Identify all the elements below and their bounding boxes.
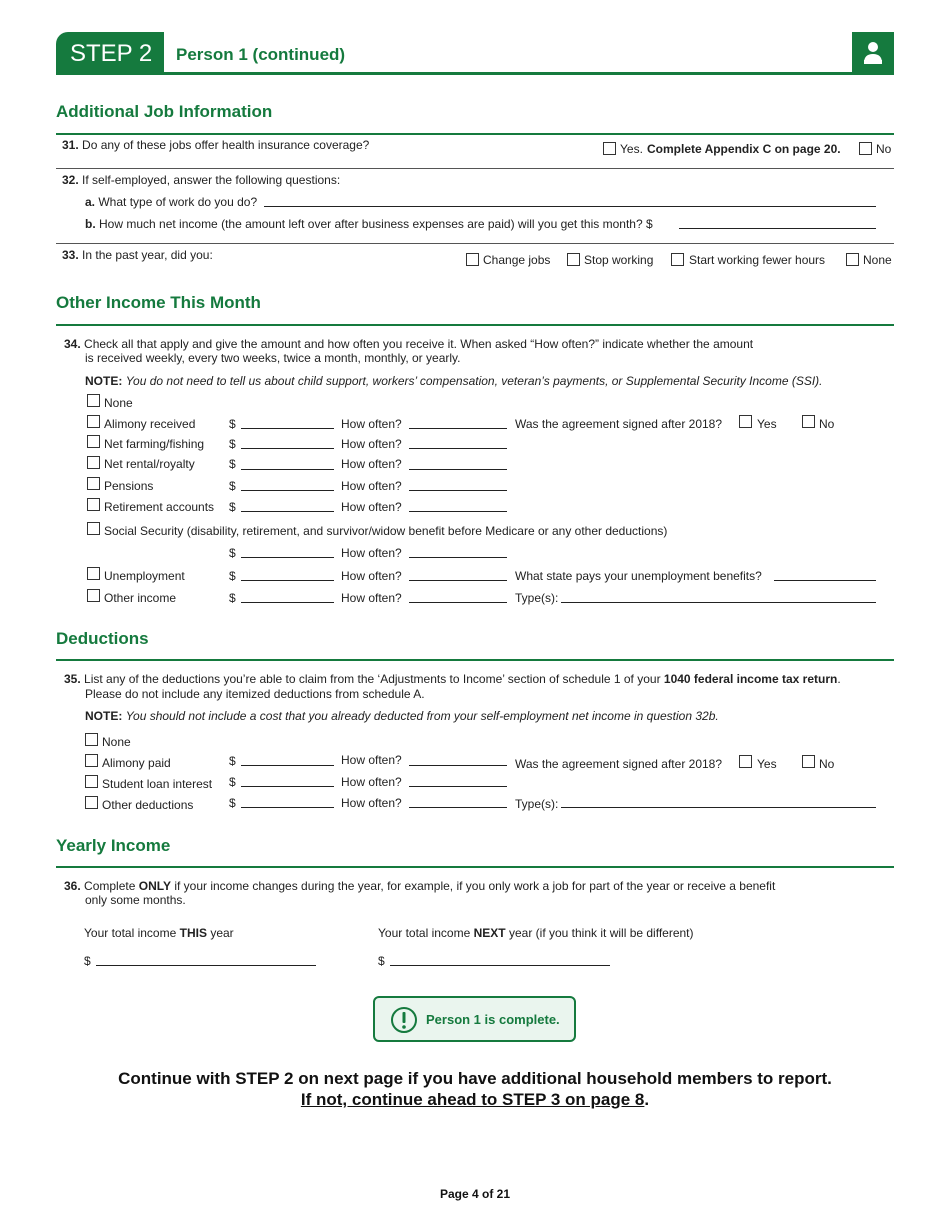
how-often-input-line[interactable]	[409, 602, 507, 603]
q35-student-loan-label: Student loan interest	[102, 777, 213, 791]
amount-input-line[interactable]	[241, 786, 334, 787]
dollar-sign: $	[229, 457, 236, 471]
q31-yes-note: Complete Appendix C on page 20.	[647, 142, 841, 156]
q33-number: 33.	[62, 248, 79, 262]
q34-alimony-checkbox[interactable]	[87, 415, 100, 428]
dollar-sign: $	[229, 754, 236, 768]
how-often-label: How often?	[341, 591, 402, 605]
q33-change-jobs-checkbox[interactable]	[466, 253, 479, 266]
next-year-input-line[interactable]	[390, 965, 610, 966]
dollar-sign: $	[229, 775, 236, 789]
divider	[56, 133, 894, 135]
dollar-sign: $	[229, 479, 236, 493]
how-often-label: How often?	[341, 479, 402, 493]
q36-line2: only some months.	[85, 893, 186, 907]
types-input-line[interactable]	[561, 602, 876, 603]
q36-number: 36.	[64, 879, 81, 893]
dollar-sign: $	[84, 954, 91, 968]
amount-input-line[interactable]	[241, 765, 334, 766]
state-pays-label: What state pays your unemployment benefits?	[515, 569, 762, 583]
complete-badge	[373, 996, 576, 1042]
q35-other-deductions-label: Other deductions	[102, 798, 194, 812]
q31-no-label: No	[876, 142, 892, 156]
q34-farming-checkbox[interactable]	[87, 435, 100, 448]
q32-question	[62, 173, 340, 187]
section-title-other-income: Other Income This Month	[56, 293, 261, 312]
q34-rental-checkbox[interactable]	[87, 456, 100, 469]
dollar-sign: $	[229, 546, 236, 560]
amount-input-line[interactable]	[241, 469, 334, 470]
q34-retirement-checkbox[interactable]	[87, 498, 100, 511]
dollar-sign: $	[229, 417, 236, 431]
section-title-deductions: Deductions	[56, 629, 149, 648]
how-often-input-line[interactable]	[409, 786, 507, 787]
q34-none-checkbox[interactable]	[87, 394, 100, 407]
q34-social-security-checkbox[interactable]	[87, 522, 100, 535]
q35-student-loan-checkbox[interactable]	[85, 775, 98, 788]
agreement-yes-checkbox[interactable]	[739, 755, 752, 768]
q34-question	[64, 337, 753, 351]
page-number: Page 4 of 21	[439, 1187, 511, 1201]
q33-question	[62, 248, 213, 262]
q34-social-security-label: Social Security (disability, retirement, and survivor/widow benefit before Medicare or any other deductions)	[104, 524, 668, 538]
agreement-question: Was the agreement signed after 2018?	[515, 757, 723, 771]
how-often-label: How often?	[341, 796, 402, 810]
amount-input-line[interactable]	[241, 448, 334, 449]
person-icon	[852, 32, 894, 75]
q33-stop-working-checkbox[interactable]	[567, 253, 580, 266]
agreement-yes-label: Yes	[757, 417, 777, 431]
divider	[56, 659, 894, 661]
how-often-label: How often?	[341, 437, 402, 451]
q33-text: In the past year, did you:	[82, 248, 213, 262]
q34-other-income-label: Other income	[104, 591, 177, 605]
q32a-input-line[interactable]	[264, 206, 876, 207]
types-label: Type(s):	[515, 797, 559, 811]
agreement-question: Was the agreement signed after 2018?	[515, 417, 723, 431]
how-often-label: How often?	[341, 546, 402, 560]
types-label: Type(s):	[515, 591, 559, 605]
agreement-yes-label: Yes	[757, 757, 777, 771]
how-often-input-line[interactable]	[409, 765, 507, 766]
divider	[56, 243, 894, 244]
continue-line2: If not, continue ahead to STEP 3 on page 8.	[300, 1090, 650, 1109]
divider	[56, 866, 894, 868]
q34-rental-label: Net rental/royalty	[104, 457, 195, 471]
q35-none-checkbox[interactable]	[85, 733, 98, 746]
amount-input-line[interactable]	[241, 428, 334, 429]
step-label: STEP 2	[70, 40, 153, 67]
header-underline	[56, 72, 894, 75]
how-often-input-line[interactable]	[409, 428, 507, 429]
dollar-sign: $	[229, 437, 236, 451]
divider	[56, 324, 894, 326]
q31-text: Do any of these jobs offer health insurance coverage?	[82, 138, 370, 152]
agreement-yes-checkbox[interactable]	[739, 415, 752, 428]
q34-pensions-label: Pensions	[104, 479, 154, 493]
q34-number: 34.	[64, 337, 81, 351]
q34-line2: is received weekly, every two weeks, twice a month, monthly, or yearly.	[85, 351, 461, 365]
q34-pensions-checkbox[interactable]	[87, 477, 100, 490]
continue-link[interactable]: If not, continue ahead to STEP 3 on page 8	[300, 1090, 645, 1109]
how-often-label: How often?	[341, 417, 402, 431]
q34-other-income-checkbox[interactable]	[87, 589, 100, 602]
q35-line2: Please do not include any itemized deductions from schedule A.	[85, 687, 425, 701]
q32b-input-line[interactable]	[679, 228, 876, 229]
how-often-label: How often?	[341, 457, 402, 471]
q33-fewer-hours-checkbox[interactable]	[671, 253, 684, 266]
how-often-input-line[interactable]	[409, 580, 507, 581]
q35-none-label: None	[102, 735, 131, 749]
how-often-label: How often?	[341, 500, 402, 514]
q34-line1: Check all that apply and give the amount and how often you receive it. When asked “How often?” indicate whether the amount	[84, 337, 754, 351]
amount-input-line[interactable]	[241, 511, 334, 512]
dollar-sign: $	[378, 954, 385, 968]
this-year-input-line[interactable]	[96, 965, 316, 966]
amount-input-line[interactable]	[241, 490, 334, 491]
q35-question: 35. List any of the deductions you’re able to claim from the ‘Adjustments to Income’ section of schedule 1 of your 1040 federal income tax return.	[64, 672, 841, 686]
page-title: Person 1 (continued)	[176, 45, 346, 64]
q31-no-checkbox[interactable]	[859, 142, 872, 155]
q32-number: 32.	[62, 173, 79, 187]
q35-alimony-paid-label: Alimony paid	[102, 756, 171, 770]
q34-none-label: None	[104, 396, 133, 410]
q33-change-jobs-label: Change jobs	[483, 253, 551, 267]
q34-note: NOTE: You do not need to tell us about child support, workers’ compensation, veteran’s payments, or Supplemental Security Income (SSI).	[85, 374, 823, 388]
q31-yes-checkbox[interactable]	[603, 142, 616, 155]
amount-input-line[interactable]	[241, 580, 334, 581]
this-year-label: Your total income THIS year	[84, 926, 234, 940]
how-often-label: How often?	[341, 775, 402, 789]
q32-text: If self-employed, answer the following questions:	[82, 173, 341, 187]
q33-none-label: None	[863, 253, 892, 267]
exclamation-icon	[390, 1006, 418, 1034]
q33-none-checkbox[interactable]	[846, 253, 859, 266]
q35-alimony-paid-checkbox[interactable]	[85, 754, 98, 767]
divider	[56, 168, 894, 169]
q33-stop-working-label: Stop working	[584, 253, 654, 267]
next-year-label: Your total income NEXT year (if you think it will be different)	[378, 926, 694, 940]
agreement-no-checkbox[interactable]	[802, 755, 815, 768]
dollar-sign: $	[229, 591, 236, 605]
dollar-sign: $	[229, 796, 236, 810]
q34-unemployment-checkbox[interactable]	[87, 567, 100, 580]
amount-input-line[interactable]	[241, 557, 334, 558]
amount-input-line[interactable]	[241, 602, 334, 603]
q34-alimony-label: Alimony received	[104, 417, 196, 431]
q35-other-deductions-checkbox[interactable]	[85, 796, 98, 809]
how-often-input-line[interactable]	[409, 557, 507, 558]
how-often-input-line[interactable]	[409, 469, 507, 470]
q33-fewer-hours-label: Start working fewer hours	[689, 253, 826, 267]
agreement-no-label: No	[819, 417, 835, 431]
q31-yes-label: Yes.	[620, 142, 643, 156]
dollar-sign: $	[229, 569, 236, 583]
q32a-label: a. What type of work do you do?	[85, 195, 258, 209]
agreement-no-label: No	[819, 757, 835, 771]
q34-farming-label: Net farming/fishing	[104, 437, 205, 451]
header-bar	[56, 32, 894, 75]
how-often-label: How often?	[341, 753, 402, 767]
q35-number: 35.	[64, 672, 81, 686]
q35-note: NOTE: You should not include a cost that you already deducted from your self-employment net income in question 32b.	[85, 709, 719, 723]
q32b-label: b. How much net income (the amount left over after business expenses are paid) will you get this month? $	[85, 217, 653, 231]
section-title-job-info: Additional Job Information	[56, 102, 273, 121]
how-often-label: How often?	[341, 569, 402, 583]
how-often-input-line[interactable]	[409, 448, 507, 449]
how-often-input-line[interactable]	[409, 807, 507, 808]
how-often-input-line[interactable]	[409, 511, 507, 512]
q36-question: 36. Complete ONLY if your income changes during the year, for example, if you only work a job for part of the year or receive a benefit	[64, 879, 776, 893]
state-input-line[interactable]	[774, 580, 876, 581]
q34-unemployment-label: Unemployment	[104, 569, 185, 583]
how-often-input-line[interactable]	[409, 490, 507, 491]
person-icon-box	[852, 32, 894, 75]
types-input-line[interactable]	[561, 807, 876, 808]
q31-question	[62, 138, 369, 152]
agreement-no-checkbox[interactable]	[802, 415, 815, 428]
section-title-yearly-income: Yearly Income	[56, 836, 171, 855]
q34-retirement-label: Retirement accounts	[104, 500, 215, 514]
amount-input-line[interactable]	[241, 807, 334, 808]
step-tab	[56, 32, 164, 75]
q31-number: 31.	[62, 138, 79, 152]
continue-line1: Continue with STEP 2 on next page if you have additional household members to report.	[118, 1069, 832, 1088]
complete-badge-text: Person 1 is complete.	[426, 1012, 560, 1027]
dollar-sign: $	[229, 500, 236, 514]
